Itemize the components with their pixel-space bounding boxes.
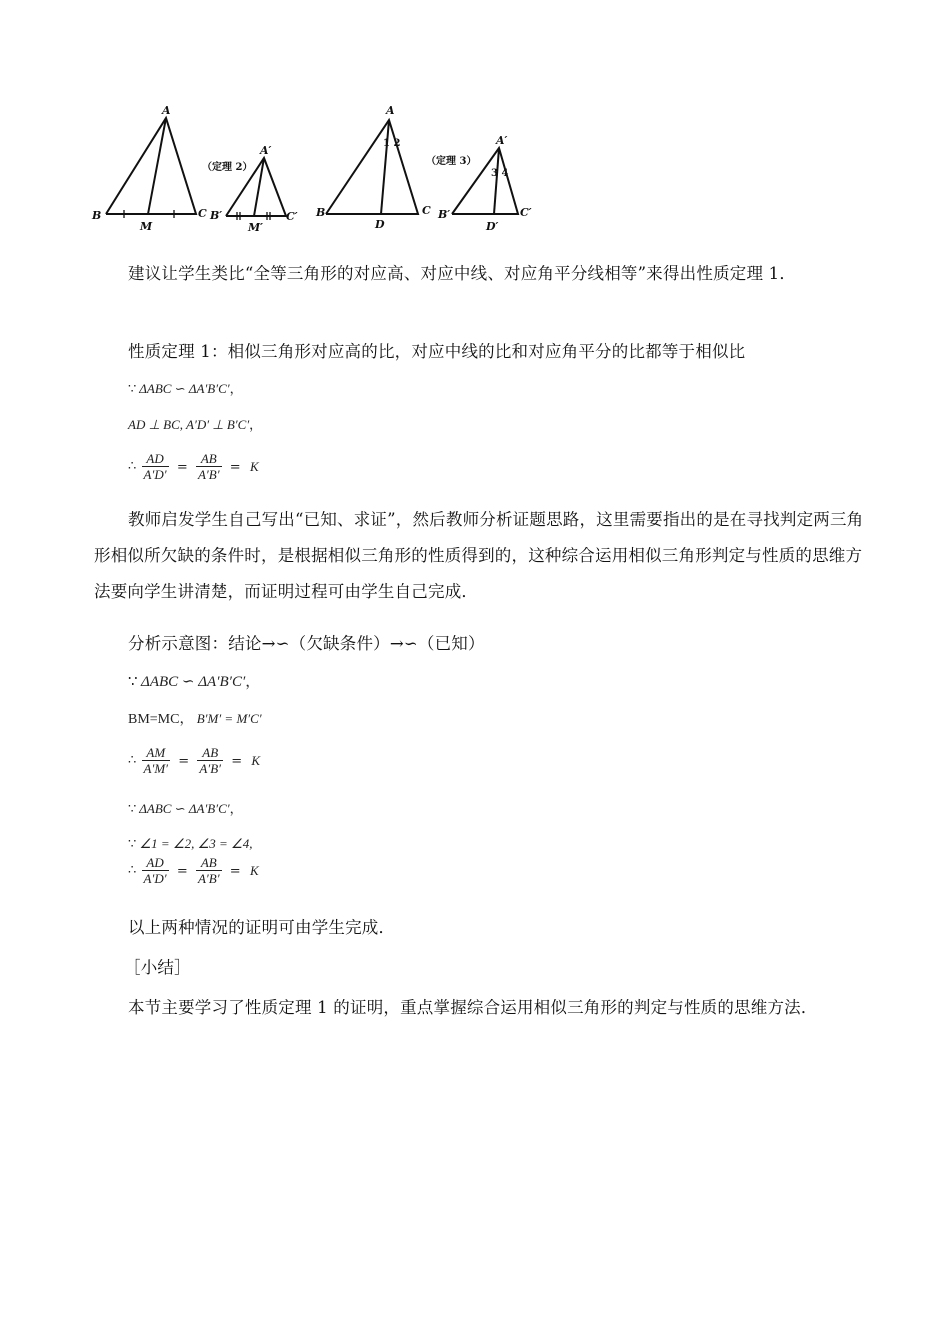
section-summary-heading: ［小结］ bbox=[124, 958, 191, 977]
label-c-prime-4: C′ bbox=[520, 206, 532, 219]
angle-labels-1-2: 1 2 bbox=[383, 138, 401, 149]
theorem-3-label: （定理 3） bbox=[426, 156, 477, 167]
label-a-prime: A′ bbox=[260, 144, 272, 157]
formula-perpendicular: AD ⊥ BC, A′D′ ⊥ B′C′， bbox=[128, 417, 263, 433]
formula-median-ratio: ∴ $\frac{AM}{A'M'}$ = $\frac{AB}{A'B'}$ = K bbox=[128, 745, 261, 776]
label-a: A bbox=[162, 104, 171, 117]
paragraph-proof-note: 以上两种情况的证明可由学生完成． bbox=[128, 918, 396, 937]
label-a-3: A bbox=[386, 104, 395, 117]
label-b-prime: B′ bbox=[210, 209, 223, 222]
label-m-prime: M′ bbox=[248, 221, 264, 234]
paragraph-analysis-diagram: 分析示意图：结论→∽（欠缺条件）→∽（已知） bbox=[128, 634, 485, 653]
formula-angles: ∵ ∠1 = ∠2, ∠3 = ∠4, bbox=[128, 836, 253, 852]
formula-similar-2: ∵ ΔABC ∽ ΔA′B′C′， bbox=[128, 672, 261, 690]
triangle-abc-bisector bbox=[326, 120, 418, 214]
triangle-figure bbox=[88, 98, 548, 238]
paragraph-summary: 本节主要学习了性质定理 1 的证明，重点掌握综合运用相似三角形的判定与性质的思维方法． bbox=[128, 998, 818, 1017]
paragraph-theorem: 性质定理 1：相似三角形对应高的比，对应中线的比和对应角平分的比都等于相似比 bbox=[128, 342, 746, 361]
label-m: M bbox=[140, 220, 153, 233]
label-b-prime-4: B′ bbox=[438, 208, 451, 221]
label-c: C bbox=[198, 207, 207, 220]
formula-height-ratio: ∴ $\frac{AD}{A'D'}$ = $\frac{AB}{A'B'}$ = K bbox=[128, 451, 259, 482]
paragraph-teacher-guidance: 教师启发学生自己写出“已知、求证”，然后教师分析证题思路，这里需要指出的是在寻找判定两三角形相似所欠缺的条件时，是根据相似三角形的性质得到的，这种综合运用相似三角形判定与性质的思维方法要向学生讲清楚，而证明过程可由学生自己完成． bbox=[94, 510, 864, 601]
formula-bisector-ratio: ∴ $\frac{AD}{A'D'}$ = $\frac{AB}{A'B'}$ = K bbox=[128, 855, 259, 886]
label-b-3: B bbox=[316, 206, 326, 219]
label-b: B bbox=[92, 209, 102, 222]
label-d-prime: D′ bbox=[486, 220, 499, 233]
theorem-2-label: （定理 2） bbox=[202, 162, 253, 173]
formula-midpoint: BM=MC， B′M′ = M′C′ bbox=[128, 711, 262, 727]
label-d: D bbox=[375, 218, 385, 231]
formula-similar-3: ∵ ΔABC ∽ ΔA′B′C′， bbox=[128, 801, 243, 817]
triangles-diagram bbox=[88, 98, 548, 238]
angle-labels-3-4: 3 4 bbox=[491, 168, 509, 179]
formula-similar-1: ∵ ΔABC ∽ ΔA′B′C′， bbox=[128, 381, 243, 397]
label-a-prime-4: A′ bbox=[496, 134, 508, 147]
paragraph-analogy: 建议让学生类比“全等三角形的对应高、对应中线、对应角平分线相等”来得出性质定理 1． bbox=[128, 264, 797, 283]
label-c-3: C bbox=[422, 204, 431, 217]
label-c-prime: C′ bbox=[286, 210, 298, 223]
